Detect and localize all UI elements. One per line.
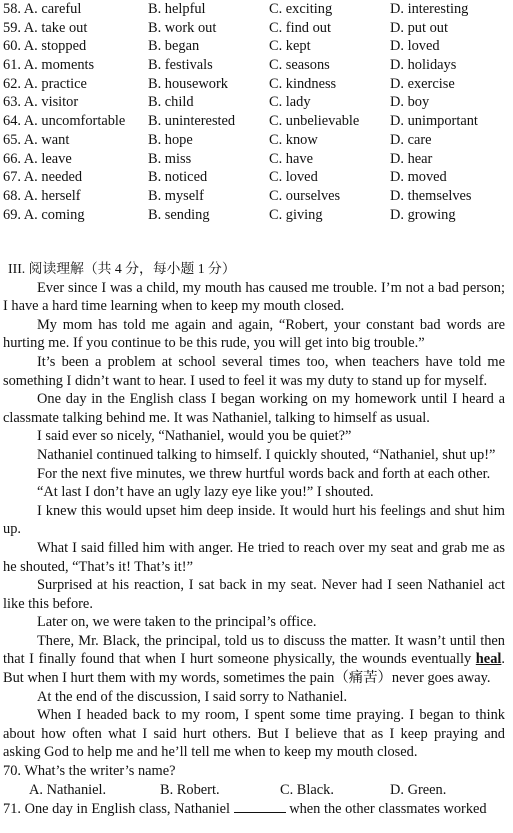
option-row-69 <box>0 206 513 225</box>
option-b: B. noticed <box>148 169 208 186</box>
option-c: C. find out <box>269 19 331 36</box>
paragraph-line: But when I hurt them with my words, sometimes the pain（痛苦）never goes away. <box>3 670 491 687</box>
option-d: D. interesting <box>390 1 469 17</box>
option-b: B. housework <box>148 75 228 92</box>
option-row-64 <box>0 112 513 131</box>
option-c: C. unbelievable <box>269 113 360 130</box>
option-c: C. know <box>269 131 318 148</box>
option-row-62 <box>0 75 513 94</box>
option-row-65 <box>0 131 513 150</box>
paragraph-line: Ever since I was a child, my mouth has caused me trouble. I’m not a bad person; <box>37 279 505 296</box>
text-run: that I finally found that when I hurt someone physically, the wounds eventually <box>3 651 476 668</box>
option-c: C. ourselves <box>269 187 341 204</box>
answer-option-c[interactable]: C. Black. <box>280 781 334 798</box>
paragraph-line: Later on, we were taken to the principal’s office. <box>37 614 317 631</box>
option-d: D. growing <box>390 206 456 223</box>
paragraph-line: My mom has told me again and again, “Robert, your constant bad words are <box>37 316 505 333</box>
option-a: 65. A. want <box>3 131 70 148</box>
option-a: 59. A. take out <box>3 19 88 36</box>
answer-blank[interactable] <box>234 799 286 813</box>
option-d: D. care <box>390 131 432 148</box>
question-71-text-end: when the other classmates worked <box>285 801 487 818</box>
option-c: C. kindness <box>269 75 337 92</box>
section-title: III. 阅读理解（共 4 分，每小题 1 分） <box>8 261 236 276</box>
paragraph-line: I knew this would upset him deep inside. It would hurt his feelings and shut him <box>37 502 505 519</box>
paragraph-line: When I headed back to my room, I spent some time praying. I began to think <box>37 707 505 724</box>
option-c: C. exciting <box>269 1 333 17</box>
paragraph-line: about how often what I said hurt others. But I believe that as I keep praying and <box>3 725 505 742</box>
option-a: 64. A. uncomfortable <box>3 113 126 130</box>
answer-option-d[interactable]: D. Green. <box>390 781 447 798</box>
option-b: B. sending <box>148 206 210 223</box>
text-run: . <box>501 651 505 668</box>
paragraph-line: asking God to help me and he’ll tell me when to keep my mouth closed. <box>3 744 418 761</box>
option-d: D. hear <box>390 150 433 167</box>
option-row-61 <box>0 56 513 75</box>
question-71 <box>0 799 513 818</box>
option-c: C. seasons <box>269 57 330 74</box>
option-d: D. exercise <box>390 75 455 92</box>
reading-section <box>0 260 513 818</box>
option-a: 60. A. stopped <box>3 38 87 55</box>
option-a: 61. A. moments <box>3 57 95 74</box>
option-d: D. put out <box>390 19 448 36</box>
option-d: D. moved <box>390 169 447 186</box>
paragraph-line: like this before. <box>3 595 93 612</box>
option-c: C. giving <box>269 206 323 223</box>
option-b: B. work out <box>148 19 217 36</box>
paragraph-line: I said ever so nicely, “Nathaniel, would you be quiet?” <box>37 428 352 445</box>
paragraph-line: What I said filled him with anger. He tried to reach over my seat and grab me as <box>37 539 505 556</box>
option-b: B. festivals <box>148 57 213 74</box>
option-row-60 <box>0 37 513 56</box>
option-c: C. loved <box>269 169 318 186</box>
option-row-63 <box>0 93 513 112</box>
paragraph-line: classmate talking behind me. It was Nathaniel, talking to himself as usual. <box>3 409 430 426</box>
answer-option-a[interactable]: A. Nathaniel. <box>29 781 107 798</box>
paragraph-line: At the end of the discussion, I said sorry to Nathaniel. <box>37 688 348 705</box>
paragraph-line: “At last I don’t have an ugly lazy eye like you!” I shouted. <box>37 484 374 501</box>
paragraph-line: hurting me. If you continue to be this rude, you will get into big trouble.” <box>3 335 425 352</box>
option-row-68 <box>0 187 513 206</box>
option-d: D. boy <box>390 94 430 111</box>
paragraph-line: Surprised at his reaction, I sat back in my seat. Never had I seen Nathaniel act <box>37 577 505 594</box>
option-b: B. hope <box>148 131 193 148</box>
option-b: B. child <box>148 94 194 111</box>
option-a: 68. A. herself <box>3 187 81 204</box>
cloze-options <box>0 0 513 224</box>
question-70: 70. What’s the writer’s name? <box>3 763 176 780</box>
option-a: 63. A. visitor <box>3 94 79 111</box>
paragraph-line: It’s been a problem at school several times too, when teachers have told me <box>37 353 505 370</box>
option-a: 69. A. coming <box>3 206 85 223</box>
option-a: 66. A. leave <box>3 150 72 167</box>
option-c: C. kept <box>269 38 311 55</box>
option-a: 58. A. careful <box>3 1 82 17</box>
paragraph-line: he shouted, “That’s it! That’s it!” <box>3 558 193 575</box>
paragraph-line: One day in the English class I began working on my homework until I heard a <box>37 391 505 408</box>
answer-option-b[interactable]: B. Robert. <box>160 781 220 798</box>
question-70-options <box>0 781 513 800</box>
option-a: 62. A. practice <box>3 75 87 92</box>
option-d: D. loved <box>390 38 440 55</box>
keyword-heal: heal <box>475 651 502 668</box>
paragraph-line: There, Mr. Black, the principal, told us to discuss the matter. It wasn’t until then <box>37 632 505 649</box>
question-71-text-start: 71. One day in English class, Nathaniel <box>3 801 234 818</box>
paragraph-line: Nathaniel continued talking to himself. I quickly shouted, “Nathaniel, shut up!” <box>37 446 496 463</box>
paragraph-line: For the next five minutes, we threw hurtful words back and forth at each other. <box>37 465 491 482</box>
paragraph-line: I have a hard time learning when to keep my mouth closed. <box>3 298 345 315</box>
option-b: B. began <box>148 38 200 55</box>
option-b: B. miss <box>148 150 192 167</box>
option-row-59 <box>0 19 513 38</box>
paragraph-line: something I didn’t want to hear. I used to feel it was my duty to stand up for myself. <box>3 372 488 389</box>
paragraph-line <box>0 650 513 669</box>
option-row-67 <box>0 168 513 187</box>
option-d: D. themselves <box>390 187 472 204</box>
option-c: C. have <box>269 150 313 167</box>
option-d: D. unimportant <box>390 113 478 130</box>
option-b: B. uninterested <box>148 113 236 130</box>
option-c: C. lady <box>269 94 311 111</box>
option-d: D. holidays <box>390 57 457 74</box>
option-row-66 <box>0 150 513 169</box>
option-b: B. myself <box>148 187 204 204</box>
option-b: B. helpful <box>148 1 206 17</box>
option-a: 67. A. needed <box>3 169 83 186</box>
option-row-58 <box>0 0 513 19</box>
paragraph-line: up. <box>3 521 21 538</box>
